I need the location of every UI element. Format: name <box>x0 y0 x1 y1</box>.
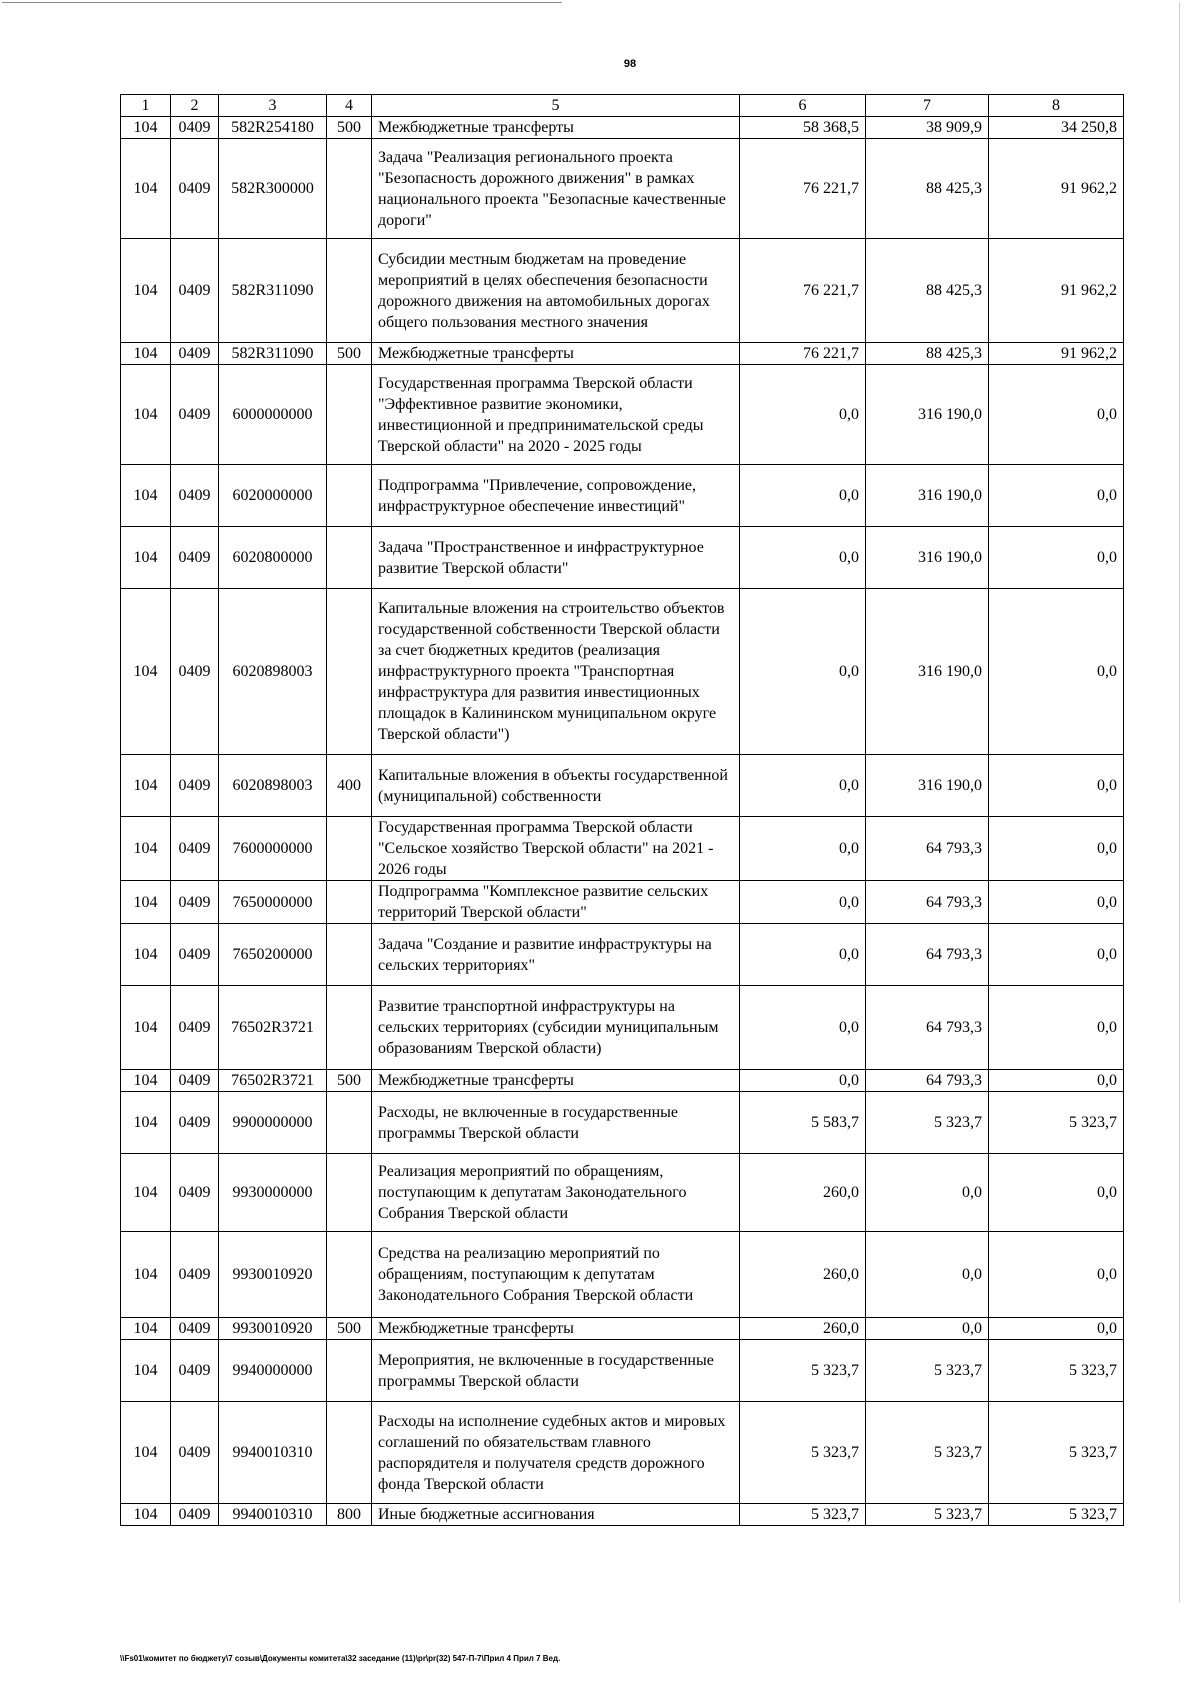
cell-name: Межбюджетные трансферты <box>372 343 740 365</box>
cell-value-7: 316 190,0 <box>866 527 989 589</box>
cell-value-6: 76 221,7 <box>740 239 866 343</box>
cell-subsection: 0409 <box>171 1340 219 1402</box>
cell-value-6: 76 221,7 <box>740 343 866 365</box>
cell-value-6: 0,0 <box>740 986 866 1070</box>
table-row <box>121 239 1124 343</box>
cell-target-code: 7650000000 <box>219 881 327 924</box>
cell-target-code: 6020898003 <box>219 589 327 755</box>
cell-name: Средства на реализацию мероприятий по обращениям, поступающим к депутатам Законодательного Собрания Тверской области <box>372 1232 740 1318</box>
cell-section: 104 <box>121 239 171 343</box>
table-row <box>121 817 1124 881</box>
cell-value-8: 34 250,8 <box>989 117 1124 139</box>
cell-value-7: 0,0 <box>866 1154 989 1232</box>
cell-expense-type: 500 <box>327 117 372 139</box>
cell-section: 104 <box>121 1092 171 1154</box>
table-row <box>121 139 1124 239</box>
cell-target-code: 6000000000 <box>219 365 327 465</box>
cell-value-8: 91 962,2 <box>989 139 1124 239</box>
cell-subsection: 0409 <box>171 986 219 1070</box>
cell-value-6: 0,0 <box>740 365 866 465</box>
scan-artifact-line <box>2 2 562 3</box>
cell-value-8: 5 323,7 <box>989 1504 1124 1526</box>
cell-value-8: 0,0 <box>989 817 1124 881</box>
table-row <box>121 1340 1124 1402</box>
cell-subsection: 0409 <box>171 239 219 343</box>
cell-section: 104 <box>121 1340 171 1402</box>
cell-value-8: 5 323,7 <box>989 1402 1124 1504</box>
cell-subsection: 0409 <box>171 1232 219 1318</box>
cell-section: 104 <box>121 986 171 1070</box>
cell-expense-type <box>327 1402 372 1504</box>
cell-target-code: 9940000000 <box>219 1340 327 1402</box>
cell-subsection: 0409 <box>171 1504 219 1526</box>
cell-subsection: 0409 <box>171 1402 219 1504</box>
cell-expense-type <box>327 1340 372 1402</box>
footer-file-path: \\Fs01\комитет по бюджету\7 созыв\Документы комитета\32 заседание (11)\pr\pr(32) 547-П-7\Прил 4 Прил 7 Вед. <box>120 1654 561 1663</box>
cell-value-7: 0,0 <box>866 1318 989 1340</box>
cell-subsection: 0409 <box>171 881 219 924</box>
cell-value-7: 64 793,3 <box>866 986 989 1070</box>
cell-value-6: 0,0 <box>740 1070 866 1092</box>
cell-section: 104 <box>121 1402 171 1504</box>
cell-expense-type: 800 <box>327 1504 372 1526</box>
cell-name: Реализация мероприятий по обращениям, поступающим к депутатам Законодательного Собрания Тверской области <box>372 1154 740 1232</box>
cell-target-code: 9930010920 <box>219 1318 327 1340</box>
cell-value-8: 0,0 <box>989 1318 1124 1340</box>
cell-value-7: 64 793,3 <box>866 881 989 924</box>
cell-section: 104 <box>121 139 171 239</box>
cell-expense-type: 500 <box>327 1070 372 1092</box>
cell-name: Подпрограмма "Комплексное развитие сельских территорий Тверской области" <box>372 881 740 924</box>
cell-value-6: 5 323,7 <box>740 1402 866 1504</box>
cell-value-6: 260,0 <box>740 1232 866 1318</box>
cell-value-8: 91 962,2 <box>989 239 1124 343</box>
cell-value-7: 88 425,3 <box>866 139 989 239</box>
cell-value-7: 88 425,3 <box>866 239 989 343</box>
cell-name: Мероприятия, не включенные в государственные программы Тверской области <box>372 1340 740 1402</box>
cell-value-7: 316 190,0 <box>866 755 989 817</box>
cell-value-6: 0,0 <box>740 527 866 589</box>
cell-value-8: 0,0 <box>989 1070 1124 1092</box>
cell-target-code: 76502R3721 <box>219 986 327 1070</box>
cell-value-6: 58 368,5 <box>740 117 866 139</box>
table-row <box>121 924 1124 986</box>
cell-section: 104 <box>121 589 171 755</box>
cell-subsection: 0409 <box>171 755 219 817</box>
cell-name: Субсидии местным бюджетам на проведение мероприятий в целях обеспечения безопасности дорожного движения на автомобильных дорогах общего пользования местного значения <box>372 239 740 343</box>
cell-section: 104 <box>121 755 171 817</box>
table-row <box>121 1092 1124 1154</box>
cell-subsection: 0409 <box>171 589 219 755</box>
col-header-1: 1 <box>121 95 171 117</box>
cell-target-code: 9940010310 <box>219 1402 327 1504</box>
cell-name: Задача "Реализация регионального проекта "Безопасность дорожного движения" в рамках национального проекта "Безопасные качественные дороги" <box>372 139 740 239</box>
cell-subsection: 0409 <box>171 343 219 365</box>
table-row <box>121 881 1124 924</box>
cell-expense-type <box>327 527 372 589</box>
cell-target-code: 9900000000 <box>219 1092 327 1154</box>
cell-value-6: 5 583,7 <box>740 1092 866 1154</box>
budget-table <box>120 94 1124 1526</box>
table-row <box>121 986 1124 1070</box>
cell-name: Межбюджетные трансферты <box>372 117 740 139</box>
cell-name: Развитие транспортной инфраструктуры на сельских территориях (субсидии муниципальным образованиям Тверской области) <box>372 986 740 1070</box>
cell-target-code: 582R311090 <box>219 343 327 365</box>
cell-expense-type <box>327 817 372 881</box>
cell-subsection: 0409 <box>171 924 219 986</box>
col-header-7: 7 <box>866 95 989 117</box>
cell-value-7: 316 190,0 <box>866 589 989 755</box>
col-header-4: 4 <box>327 95 372 117</box>
col-header-2: 2 <box>171 95 219 117</box>
table-row <box>121 589 1124 755</box>
cell-section: 104 <box>121 365 171 465</box>
cell-subsection: 0409 <box>171 465 219 527</box>
cell-target-code: 582R254180 <box>219 117 327 139</box>
cell-value-8: 0,0 <box>989 986 1124 1070</box>
scan-artifact-edge <box>1179 2 1180 1602</box>
cell-expense-type <box>327 881 372 924</box>
cell-value-7: 5 323,7 <box>866 1340 989 1402</box>
table-row <box>121 1402 1124 1504</box>
cell-value-7: 38 909,9 <box>866 117 989 139</box>
cell-name: Расходы, не включенные в государственные программы Тверской области <box>372 1092 740 1154</box>
table-row <box>121 1070 1124 1092</box>
cell-name: Расходы на исполнение судебных актов и мировых соглашений по обязательствам главного распорядителя и получателя средств дорожного фонда Тверской области <box>372 1402 740 1504</box>
cell-name: Задача "Пространственное и инфраструктурное развитие Тверской области" <box>372 527 740 589</box>
cell-name: Задача "Создание и развитие инфраструктуры на сельских территориях" <box>372 924 740 986</box>
cell-target-code: 7600000000 <box>219 817 327 881</box>
cell-subsection: 0409 <box>171 817 219 881</box>
cell-value-8: 0,0 <box>989 527 1124 589</box>
col-header-5: 5 <box>372 95 740 117</box>
cell-expense-type <box>327 365 372 465</box>
cell-value-8: 0,0 <box>989 365 1124 465</box>
cell-value-7: 64 793,3 <box>866 817 989 881</box>
cell-value-6: 5 323,7 <box>740 1340 866 1402</box>
cell-expense-type <box>327 924 372 986</box>
cell-value-7: 64 793,3 <box>866 924 989 986</box>
table-body <box>121 117 1124 1526</box>
cell-value-7: 5 323,7 <box>866 1092 989 1154</box>
cell-expense-type <box>327 239 372 343</box>
cell-value-6: 260,0 <box>740 1154 866 1232</box>
cell-expense-type <box>327 139 372 239</box>
table-row <box>121 465 1124 527</box>
table-row <box>121 1154 1124 1232</box>
table-row <box>121 117 1124 139</box>
cell-name: Государственная программа Тверской области "Сельское хозяйство Тверской области" на 2021 - 2026 годы <box>372 817 740 881</box>
cell-section: 104 <box>121 343 171 365</box>
cell-target-code: 76502R3721 <box>219 1070 327 1092</box>
cell-target-code: 7650200000 <box>219 924 327 986</box>
page-number: 98 <box>623 58 637 70</box>
col-header-8: 8 <box>989 95 1124 117</box>
cell-subsection: 0409 <box>171 117 219 139</box>
cell-value-6: 0,0 <box>740 589 866 755</box>
cell-subsection: 0409 <box>171 365 219 465</box>
cell-name: Межбюджетные трансферты <box>372 1318 740 1340</box>
cell-value-6: 0,0 <box>740 465 866 527</box>
cell-section: 104 <box>121 1318 171 1340</box>
cell-value-6: 76 221,7 <box>740 139 866 239</box>
table-row <box>121 343 1124 365</box>
cell-name: Межбюджетные трансферты <box>372 1070 740 1092</box>
table-row <box>121 755 1124 817</box>
cell-value-6: 0,0 <box>740 881 866 924</box>
cell-target-code: 9940010310 <box>219 1504 327 1526</box>
cell-target-code: 582R311090 <box>219 239 327 343</box>
cell-expense-type <box>327 1232 372 1318</box>
cell-subsection: 0409 <box>171 1154 219 1232</box>
cell-expense-type: 400 <box>327 755 372 817</box>
cell-value-6: 0,0 <box>740 755 866 817</box>
table-row <box>121 527 1124 589</box>
table-row <box>121 1232 1124 1318</box>
cell-subsection: 0409 <box>171 139 219 239</box>
cell-section: 104 <box>121 924 171 986</box>
cell-target-code: 582R300000 <box>219 139 327 239</box>
cell-expense-type <box>327 589 372 755</box>
cell-expense-type <box>327 465 372 527</box>
cell-target-code: 9930000000 <box>219 1154 327 1232</box>
cell-value-8: 0,0 <box>989 755 1124 817</box>
cell-target-code: 9930010920 <box>219 1232 327 1318</box>
col-header-6: 6 <box>740 95 866 117</box>
cell-expense-type: 500 <box>327 343 372 365</box>
cell-name: Иные бюджетные ассигнования <box>372 1504 740 1526</box>
cell-expense-type <box>327 986 372 1070</box>
cell-value-8: 91 962,2 <box>989 343 1124 365</box>
cell-expense-type <box>327 1154 372 1232</box>
cell-expense-type: 500 <box>327 1318 372 1340</box>
cell-value-8: 0,0 <box>989 924 1124 986</box>
cell-value-6: 260,0 <box>740 1318 866 1340</box>
cell-value-8: 0,0 <box>989 465 1124 527</box>
cell-target-code: 6020000000 <box>219 465 327 527</box>
cell-subsection: 0409 <box>171 1070 219 1092</box>
cell-value-7: 316 190,0 <box>866 465 989 527</box>
cell-value-7: 5 323,7 <box>866 1402 989 1504</box>
cell-target-code: 6020800000 <box>219 527 327 589</box>
cell-value-7: 5 323,7 <box>866 1504 989 1526</box>
cell-section: 104 <box>121 465 171 527</box>
cell-name: Капитальные вложения на строительство объектов государственной собственности Тверской области за счет бюджетных кредитов (реализация инфраструктурного проекта "Транспортная инфраструктура для развития инвестиционных площадок в Калининском муниципальном округе Тверской области") <box>372 589 740 755</box>
cell-section: 104 <box>121 117 171 139</box>
cell-section: 104 <box>121 1154 171 1232</box>
cell-value-8: 0,0 <box>989 1232 1124 1318</box>
cell-value-7: 64 793,3 <box>866 1070 989 1092</box>
cell-subsection: 0409 <box>171 527 219 589</box>
cell-section: 104 <box>121 817 171 881</box>
cell-value-8: 0,0 <box>989 1154 1124 1232</box>
table-row <box>121 365 1124 465</box>
cell-value-7: 0,0 <box>866 1232 989 1318</box>
cell-subsection: 0409 <box>171 1092 219 1154</box>
cell-value-6: 5 323,7 <box>740 1504 866 1526</box>
cell-expense-type <box>327 1092 372 1154</box>
cell-section: 104 <box>121 1504 171 1526</box>
cell-section: 104 <box>121 1070 171 1092</box>
cell-value-8: 0,0 <box>989 589 1124 755</box>
table-header-row <box>121 95 1124 117</box>
cell-section: 104 <box>121 527 171 589</box>
cell-value-8: 5 323,7 <box>989 1092 1124 1154</box>
table-row <box>121 1318 1124 1340</box>
cell-value-7: 88 425,3 <box>866 343 989 365</box>
cell-name: Подпрограмма "Привлечение, сопровождение, инфраструктурное обеспечение инвестиций" <box>372 465 740 527</box>
cell-value-8: 5 323,7 <box>989 1340 1124 1402</box>
cell-subsection: 0409 <box>171 1318 219 1340</box>
cell-name: Государственная программа Тверской области "Эффективное развитие экономики, инвестиционной и предпринимательской среды Тверской области" на 2020 - 2025 годы <box>372 365 740 465</box>
cell-name: Капитальные вложения в объекты государственной (муниципальной) собственности <box>372 755 740 817</box>
cell-target-code: 6020898003 <box>219 755 327 817</box>
cell-value-6: 0,0 <box>740 924 866 986</box>
cell-section: 104 <box>121 881 171 924</box>
cell-value-8: 0,0 <box>989 881 1124 924</box>
cell-value-7: 316 190,0 <box>866 365 989 465</box>
table-row <box>121 1504 1124 1526</box>
cell-section: 104 <box>121 1232 171 1318</box>
cell-value-6: 0,0 <box>740 817 866 881</box>
col-header-3: 3 <box>219 95 327 117</box>
